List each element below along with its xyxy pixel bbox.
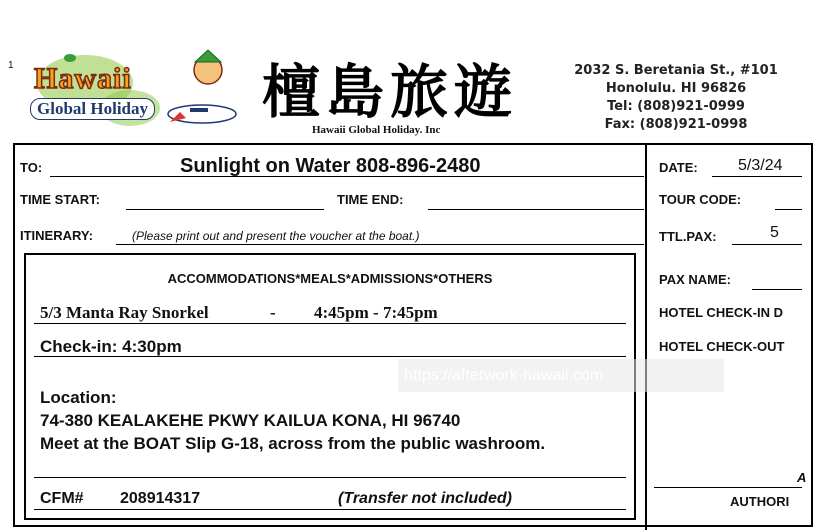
logo-global-holiday-text: Global Holiday: [30, 98, 155, 120]
itinerary-note: (Please print out and present the voucher at the boat.): [132, 229, 420, 243]
details-header: ACCOMMODATIONS*MEALS*ADMISSIONS*OTHERS: [167, 271, 493, 286]
authorized-line: [654, 487, 802, 488]
cfm-label: CFM#: [40, 490, 84, 507]
ttl-pax-label: TTL.PAX:: [659, 229, 717, 244]
activity-dash: -: [270, 303, 276, 322]
location-underline: [34, 477, 626, 478]
tour-code-field: [775, 191, 802, 210]
location-note: Meet at the BOAT Slip G-18, across from the public washroom.: [40, 434, 546, 453]
logo-kanji: 檀島旅遊: [262, 58, 519, 126]
pax-name-label: PAX NAME:: [659, 272, 731, 287]
tour-code-label: TOUR CODE:: [659, 192, 742, 207]
checkin-underline: [34, 356, 626, 357]
ttl-pax-underline: [732, 226, 802, 245]
address-tel: Tel: (808)921-0999: [607, 99, 745, 114]
hotel-checkin-label: HOTEL CHECK-IN D: [659, 305, 783, 320]
time-end-field: [428, 191, 644, 210]
cfm-underline: [34, 509, 626, 510]
transfer-note: (Transfer not included): [338, 490, 512, 507]
column-divider: [645, 143, 647, 530]
activity-underline: [34, 323, 626, 324]
address-street: 2032 S. Beretania St., #101: [574, 63, 778, 78]
activity-name: 5/3 Manta Ray Snorkel: [40, 303, 209, 322]
date-value: 5/3/24: [738, 157, 783, 174]
time-end-label: TIME END:: [337, 192, 404, 207]
location-address: 74-380 KEALAKEHE PKWY KAILUA KONA, HI 96740: [40, 411, 461, 430]
logo-kanji-subtitle: Hawaii Global Holiday. Inc: [312, 124, 441, 136]
hotel-checkout-label: HOTEL CHECK-OUT: [659, 339, 785, 354]
cfm-number: 208914317: [120, 490, 201, 507]
checkin-time: Check-in: 4:30pm: [40, 337, 182, 356]
time-start-label: TIME START:: [20, 192, 100, 207]
to-label: TO:: [20, 160, 43, 175]
company-address: [556, 62, 796, 134]
authorized-label: AUTHORI: [730, 494, 790, 509]
authorized-mark: A: [797, 470, 807, 485]
to-value: Sunlight on Water 808-896-2480: [180, 155, 481, 177]
itinerary-label: ITINERARY:: [20, 228, 93, 243]
address-fax: Fax: (808)921-0998: [604, 117, 748, 132]
pax-name-field: [752, 271, 802, 290]
date-label: DATE:: [659, 160, 698, 175]
address-city: Honolulu. HI 96826: [605, 81, 747, 96]
url-watermark: https://afterwork-hawaii.com: [398, 359, 724, 392]
time-start-field: [126, 191, 324, 210]
logo-hawaii-text: Hawaii: [34, 62, 132, 95]
ttl-pax-value: 5: [770, 224, 779, 241]
location-label: Location:: [40, 388, 117, 407]
activity-time: 4:45pm - 7:45pm: [314, 303, 438, 322]
page-number: 1: [8, 60, 14, 71]
